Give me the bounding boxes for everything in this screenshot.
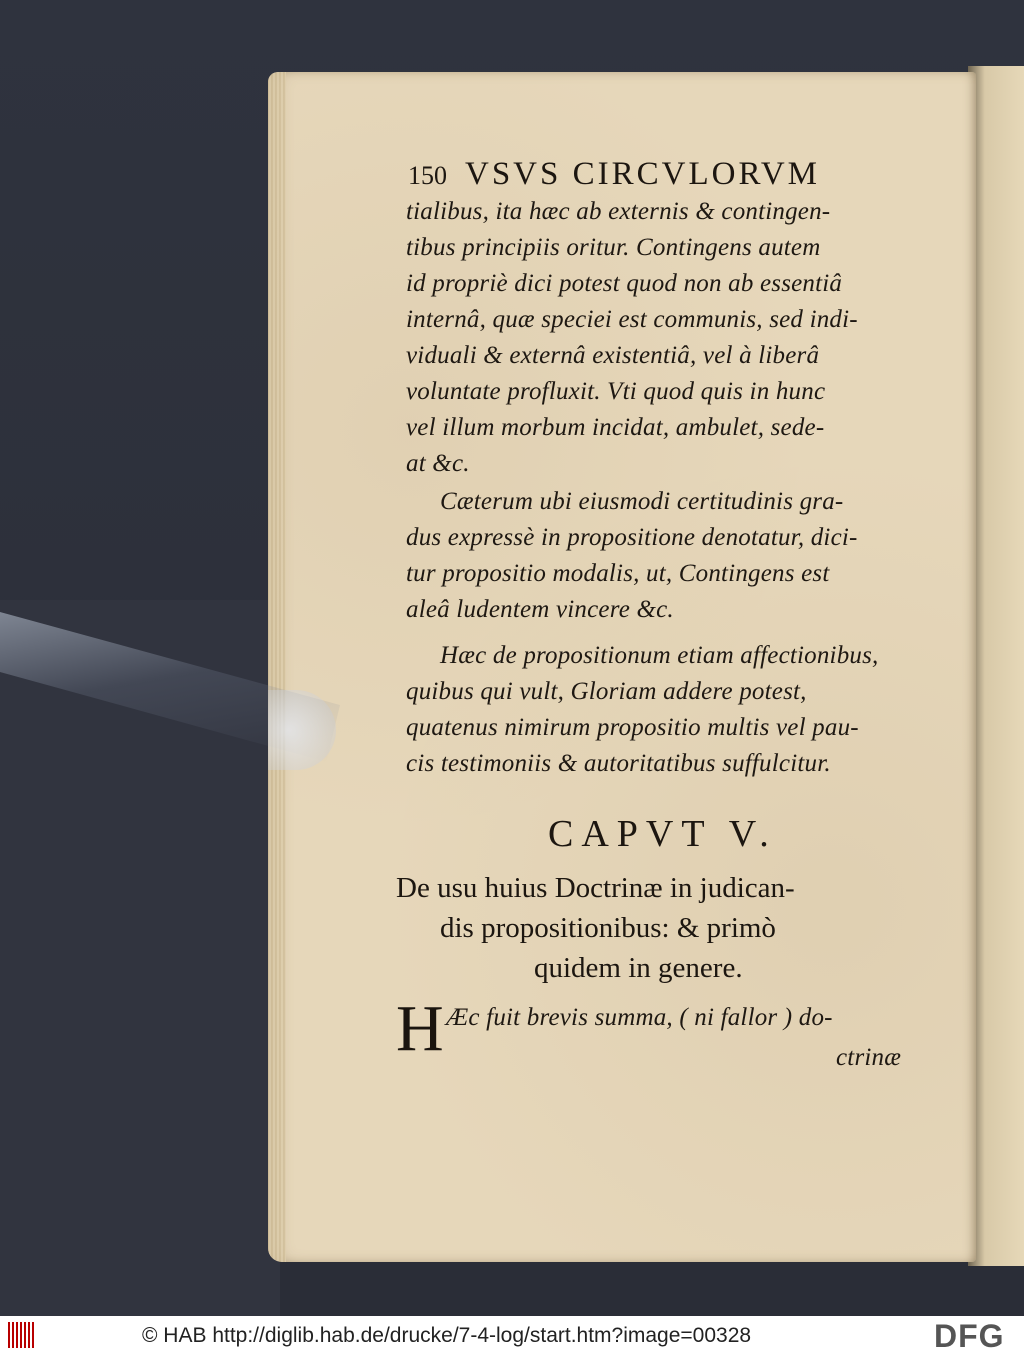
chapter-subtitle-line: quidem in genere. bbox=[534, 952, 743, 984]
body-line: Cæterum ubi eiusmodi certitudinis gra- bbox=[440, 488, 844, 515]
body-line: viduali & externâ existentiâ, vel à liberâ bbox=[406, 342, 820, 369]
page-fore-edge bbox=[268, 72, 286, 1262]
chapter-subtitle-line: dis propositionibus: & primò bbox=[440, 912, 776, 944]
body-line: tibus principiis oritur. Contingens autem bbox=[406, 234, 821, 261]
body-line: quatenus nimirum propositio multis vel pau- bbox=[406, 714, 859, 741]
body-line: Æc fuit brevis summa, ( ni fallor ) do- bbox=[446, 1004, 833, 1031]
body-line: quibus qui vult, Gloriam addere potest, bbox=[406, 678, 807, 705]
body-line: internâ, quæ speciei est communis, sed indi- bbox=[406, 306, 858, 333]
chapter-subtitle-line: De usu huius Doctrinæ in judican- bbox=[396, 872, 795, 904]
footer-credit-link[interactable]: © HAB http://diglib.hab.de/drucke/7-4-log/start.htm?image=00328 bbox=[142, 1324, 752, 1347]
facing-page-edge bbox=[968, 66, 1024, 1266]
running-head bbox=[408, 156, 918, 193]
hab-barcode-icon bbox=[8, 1322, 34, 1348]
body-line: dus expressè in propositione denotatur, dici- bbox=[406, 524, 858, 551]
body-line: Hæc de propositionum etiam affectionibus, bbox=[440, 642, 879, 669]
body-line: aleâ ludentem vincere &c. bbox=[406, 596, 674, 623]
body-line: voluntate profluxit. Vti quod quis in hunc bbox=[406, 378, 826, 405]
body-line: tialibus, ita hæc ab externis & contingen- bbox=[406, 198, 831, 225]
drop-cap: H bbox=[396, 992, 444, 1065]
page-number: 150 bbox=[408, 161, 447, 190]
catchword: ctrinæ bbox=[836, 1044, 902, 1071]
body-line: at &c. bbox=[406, 450, 470, 477]
body-line: id propriè dici potest quod non ab essentiâ bbox=[406, 270, 843, 297]
running-title: VSVS CIRCVLORVM bbox=[465, 156, 821, 192]
body-line: cis testimoniis & autoritatibus suffulcitur. bbox=[406, 750, 831, 777]
dfg-logo: DFG bbox=[934, 1318, 1005, 1354]
body-line: vel illum morbum incidat, ambulet, sede- bbox=[406, 414, 825, 441]
chapter-heading: CAPVT V. bbox=[548, 813, 777, 855]
body-line: tur propositio modalis, ut, Contingens est bbox=[406, 560, 830, 587]
